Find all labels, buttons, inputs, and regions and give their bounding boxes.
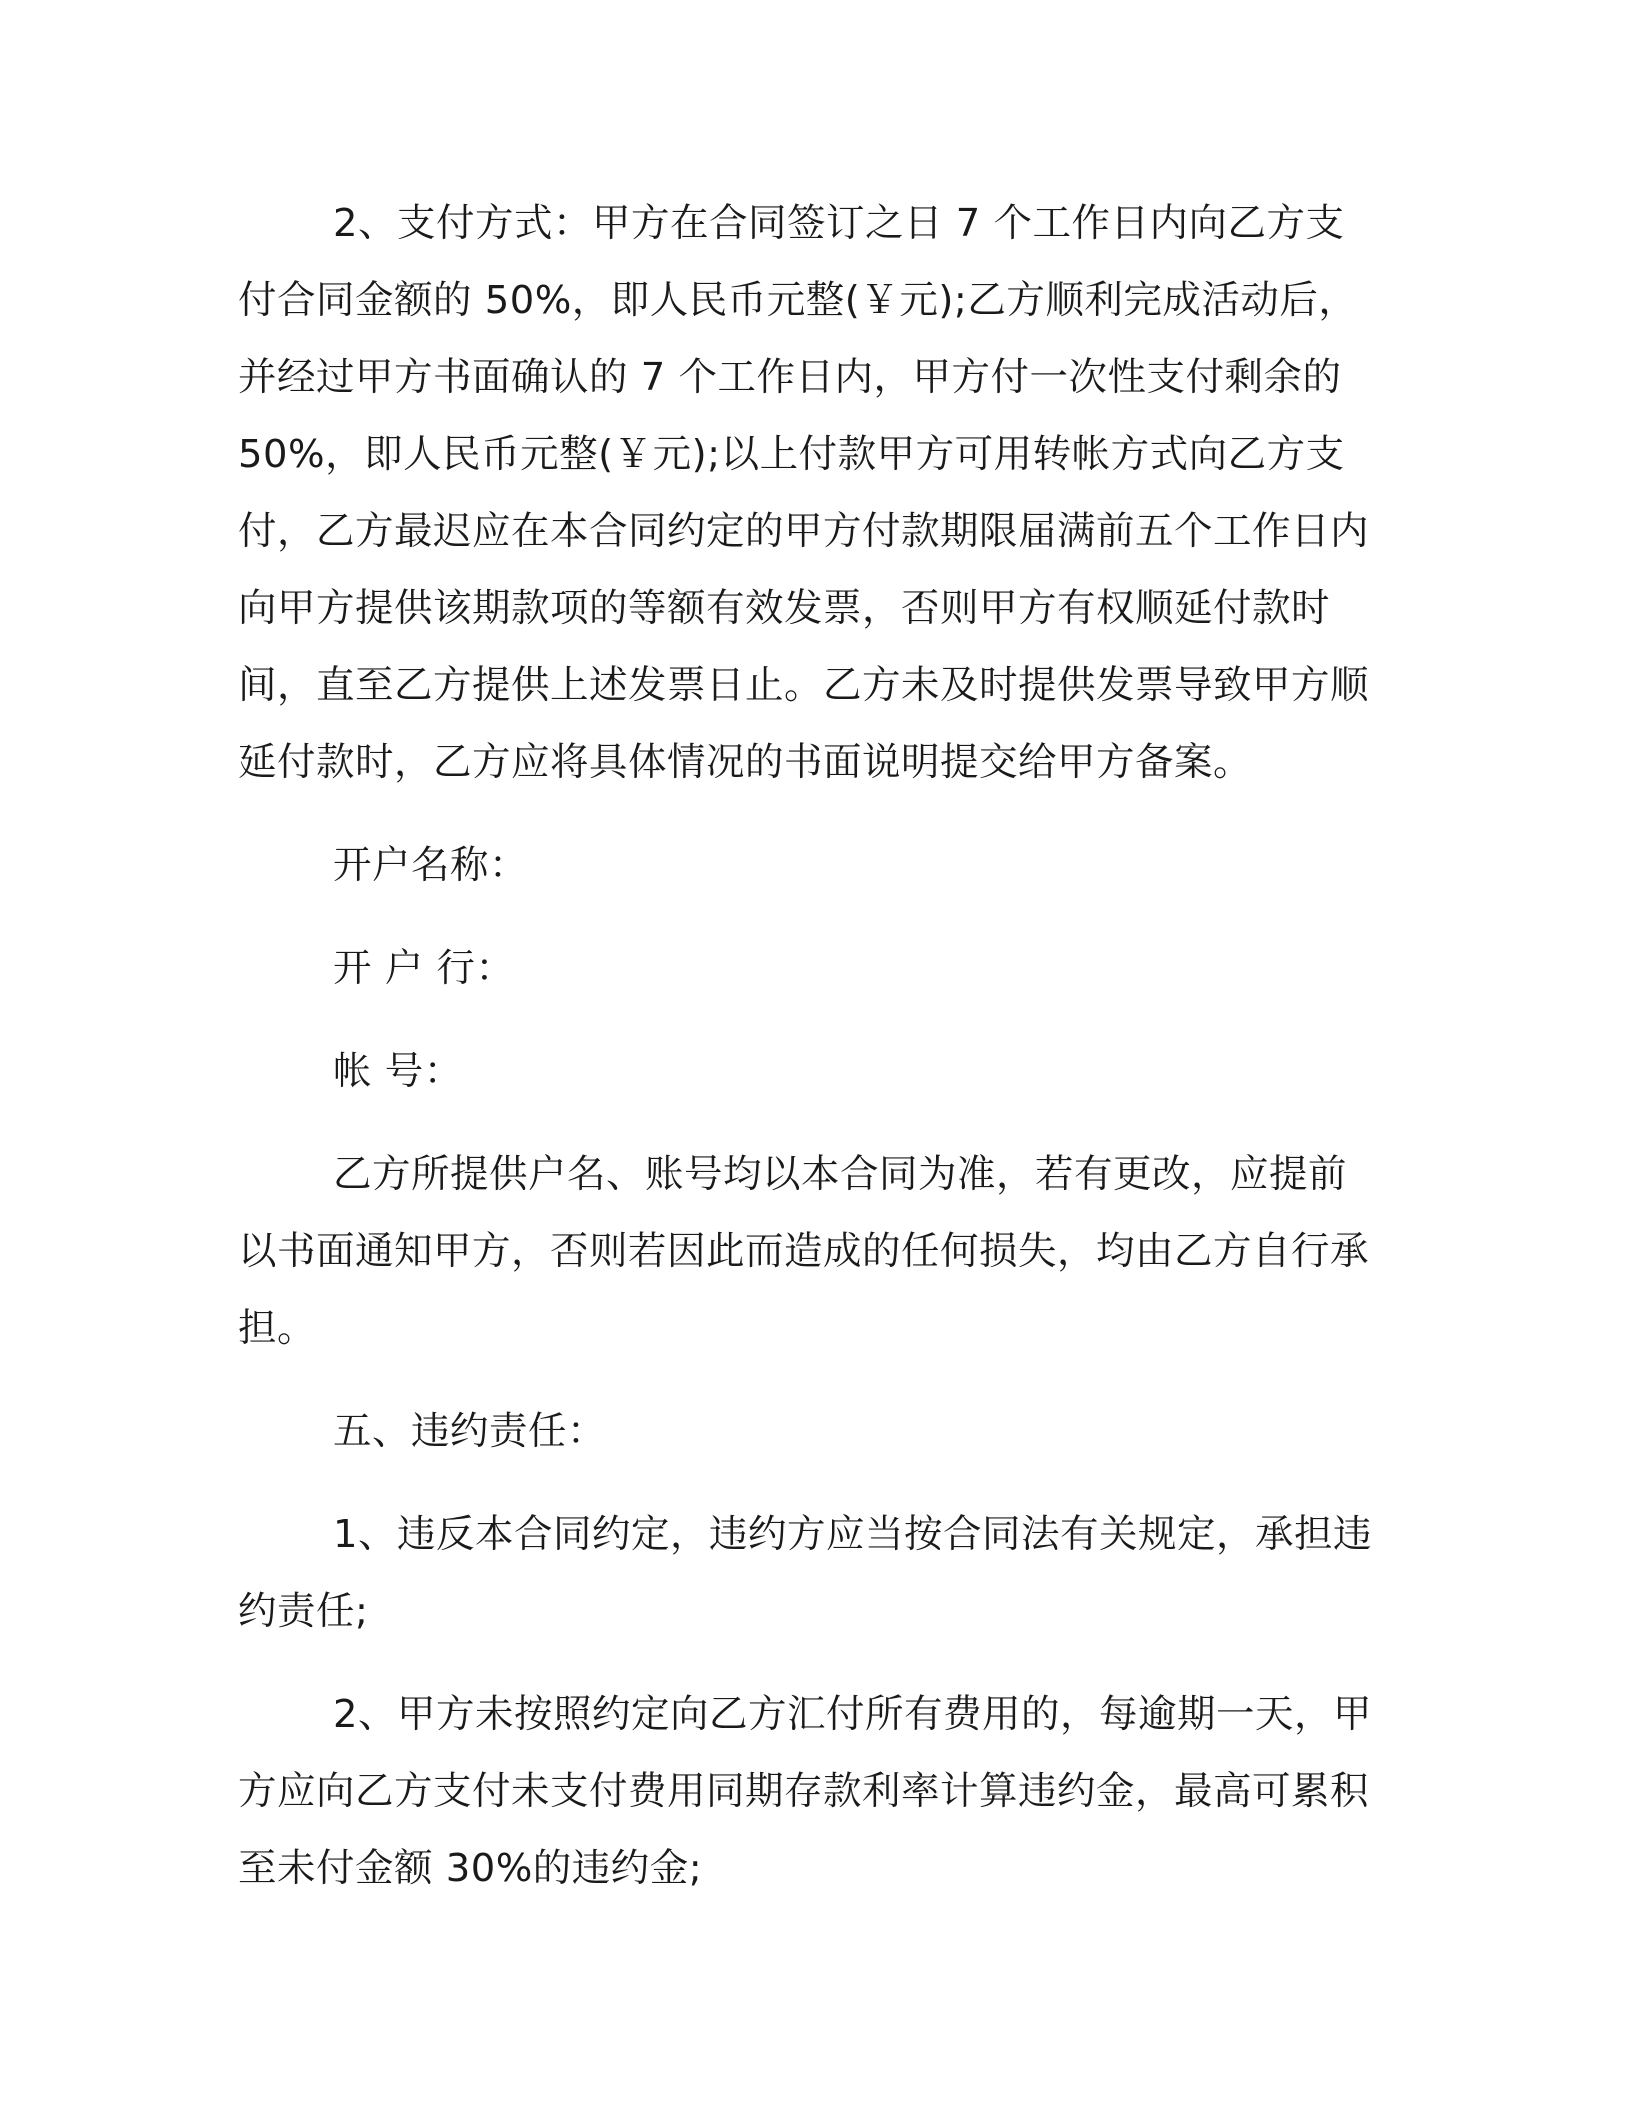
paragraph-account-name: 开户名称： [333,843,529,888]
paragraph-bank: 开 户 行： [333,946,515,991]
paragraph-account-change: 乙方所提供户名、账号均以本合同为准，若有更改，应提前以书面通知甲方，否则若因此而造成的任何损失，均由乙方自行承担。 [238,1152,1370,1351]
paragraph-account-number: 帐 号： [333,1049,463,1094]
paragraph-breach-2: 2、甲方未按照约定向乙方汇付所有费用的，每逾期一天，甲方应向乙方支付未支付费用同期存款利率计算违约金，最高可累积至未付金额 30%的违约金; [238,1692,1372,1891]
paragraph-payment-method: 2、支付方式：甲方在合同签订之日 7 个工作日内向乙方支付合同金额的 50%，即人民币元整(￥元);乙方顺利完成活动后，并经过甲方书面确认的 7 个工作日内，甲方付一次性支付剩余的 50%，即人民币元整(￥元);以上付款甲方可用转帐方式向乙方支付，乙方最迟应在本合同约定的甲方付款期限届满前五个工作日内向甲方提供该期款项的等额有效发票，否则甲方有权顺延付款时间，直至乙方提供上述发票日止。乙方未及时提供发票导致甲方顺延付款时，乙方应将具体情况的书面说明提交给甲方备案。 [238,201,1370,785]
section-heading-breach: 五、违约责任： [333,1409,607,1454]
paragraph-breach-1: 1、违反本合同约定，违约方应当按合同法有关规定，承担违约责任; [238,1512,1372,1634]
document-body [238,185,1378,1907]
